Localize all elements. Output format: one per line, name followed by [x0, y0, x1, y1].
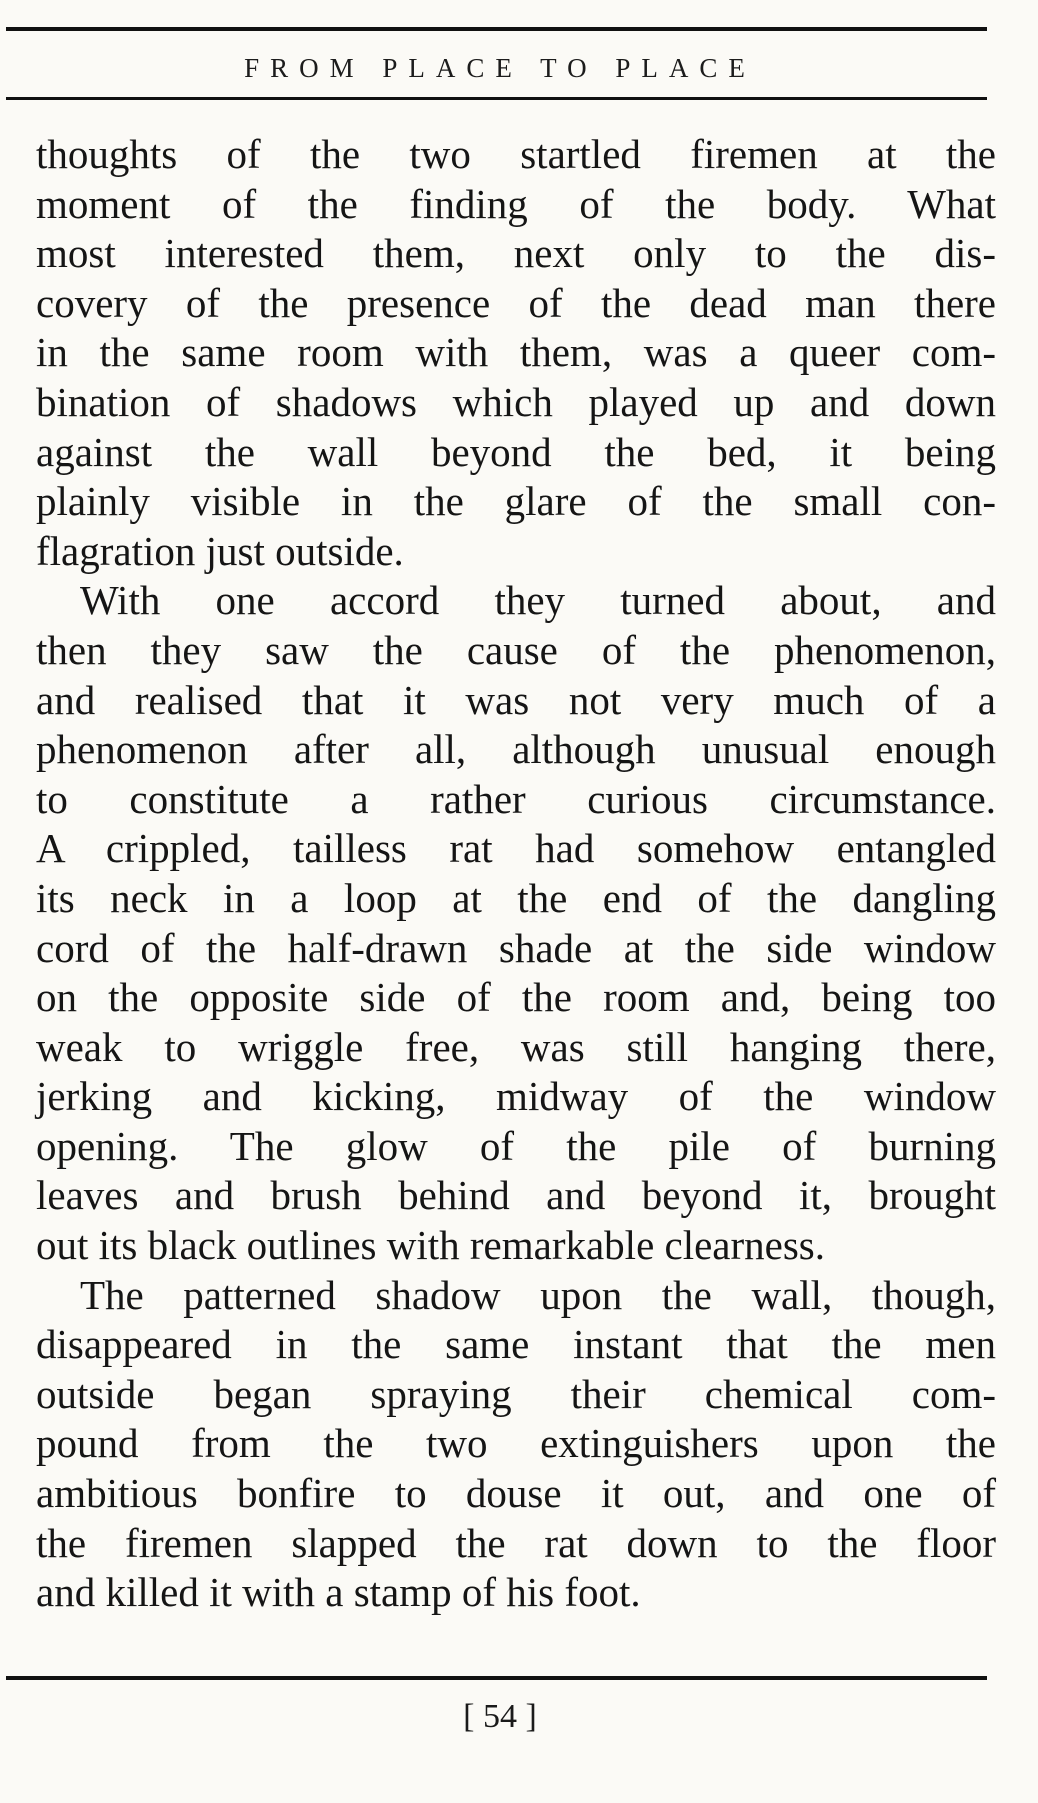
header-rule-bottom — [6, 97, 987, 100]
text-line: moment of the finding of the body. What — [36, 180, 996, 227]
text-line: opening. The glow of the pile of burning — [36, 1122, 996, 1169]
text-line: bination of shadows which played up and down — [36, 378, 996, 425]
text-line: The patterned shadow upon the wall, though, — [80, 1271, 996, 1318]
text-line: out its black outlines with remarkable clearness. — [36, 1222, 826, 1269]
text-line: on the opposite side of the room and, being too — [36, 974, 996, 1021]
text-line: outside began spraying their chemical com- — [36, 1370, 996, 1417]
body-text — [36, 130, 996, 1618]
paragraph-1 — [36, 130, 996, 576]
text-line: cord of the half-drawn shade at the side window — [36, 924, 996, 971]
text-line: covery of the presence of the dead man there — [36, 279, 996, 326]
text-line: With one accord they turned about, and — [80, 577, 996, 624]
header-rule-top — [6, 27, 987, 31]
text-line: flagration just outside. — [36, 527, 404, 574]
footer-rule — [6, 1676, 987, 1680]
text-line: then they saw the cause of the phenomenon, — [36, 626, 996, 673]
text-line: phenomenon after all, although unusual enough — [36, 726, 996, 773]
text-line: jerking and kicking, midway of the window — [36, 1073, 996, 1120]
text-line: and realised that it was not very much of a — [36, 676, 996, 723]
paragraph-2 — [36, 576, 996, 1270]
text-line: weak to wriggle free, was still hanging there, — [36, 1023, 996, 1070]
text-line: most interested them, next only to the dis- — [36, 230, 996, 277]
text-line: the firemen slapped the rat down to the floor — [36, 1519, 996, 1566]
text-line: and killed it with a stamp of his foot. — [36, 1569, 641, 1616]
text-line: plainly visible in the glare of the small con- — [36, 478, 996, 525]
text-line: thoughts of the two startled firemen at the — [36, 131, 996, 177]
running-header: FROM PLACE TO PLACE — [244, 53, 756, 83]
text-line: A crippled, tailless rat had somehow entangled — [36, 825, 996, 872]
text-line: pound from the two extinguishers upon the — [36, 1420, 996, 1467]
text-line: ambitious bonfire to douse it out, and one of — [36, 1470, 996, 1517]
text-line: to constitute a rather curious circumstance. — [36, 775, 996, 822]
paragraph-3 — [36, 1271, 996, 1618]
text-line: leaves and brush behind and beyond it, brought — [36, 1172, 996, 1219]
text-line: its neck in a loop at the end of the dangling — [36, 874, 996, 921]
text-line: disappeared in the same instant that the men — [36, 1321, 996, 1368]
text-line: against the wall beyond the bed, it being — [36, 428, 996, 475]
page-number: [ 54 ] — [463, 1698, 537, 1735]
text-line: in the same room with them, was a queer com- — [36, 329, 996, 376]
